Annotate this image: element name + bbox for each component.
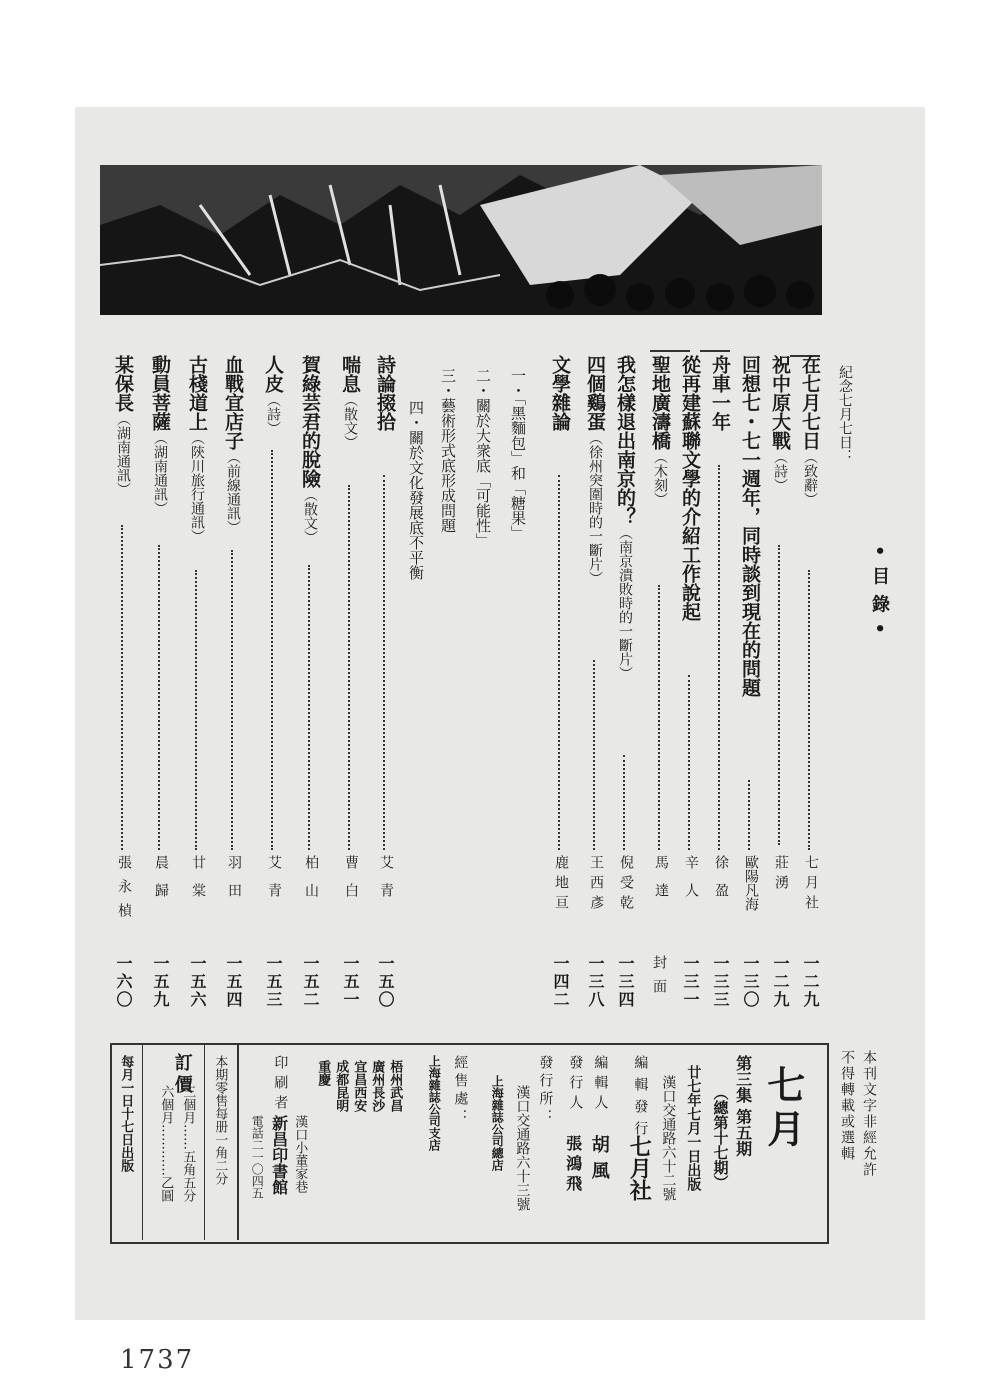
page-number: 1737 bbox=[120, 1345, 195, 1375]
entry-title: 喘息 bbox=[339, 355, 361, 393]
section-rule bbox=[700, 350, 730, 352]
editor-label: 編輯人 bbox=[592, 1055, 609, 1115]
entry-page: 一三八 bbox=[586, 955, 605, 1009]
entry-author: 莊湧 bbox=[773, 855, 789, 895]
leader-dots bbox=[623, 755, 625, 850]
entry-page: 一五六 bbox=[188, 955, 207, 1009]
entry-note: （南京潰敗時的一斷片） bbox=[617, 526, 633, 680]
entry-title: 血戰宜店子 bbox=[222, 355, 244, 450]
entry-title: 詩論掇拾 bbox=[374, 355, 396, 431]
branch-city: 重慶 bbox=[315, 1060, 331, 1086]
editor-publisher-name: 七月社 bbox=[626, 1135, 653, 1201]
memorial-label: 紀念七月七日： bbox=[837, 365, 853, 463]
subscription-3-months: 三個月……五角五分 bbox=[180, 1085, 196, 1202]
leader-dots bbox=[778, 545, 780, 845]
leader-dots bbox=[231, 550, 233, 850]
magazine-logo: 七月 bbox=[760, 1065, 806, 1153]
leader-dots bbox=[195, 570, 197, 850]
sub-entry[interactable]: 一・「黑麵包」和「糖果」 bbox=[509, 368, 527, 541]
toc-entry[interactable] bbox=[705, 355, 735, 1015]
toc-heading: •目錄• bbox=[869, 545, 890, 645]
leader-dots bbox=[658, 585, 660, 850]
entry-title: 人皮 bbox=[262, 355, 284, 393]
toc-entry[interactable] bbox=[108, 355, 138, 1015]
issue-number: 第三集 第五期 bbox=[733, 1055, 753, 1157]
entry-author: 歐陽凡海 bbox=[743, 855, 759, 911]
entry-title: 在七月七日 bbox=[799, 355, 821, 450]
sub-entry[interactable]: 三・藝術形式底形成問題 bbox=[439, 368, 457, 533]
entry-page: 一三〇 bbox=[741, 955, 760, 1009]
printer-name: 新昌印書館 bbox=[269, 1115, 289, 1195]
entry-author: 鹿地亘 bbox=[553, 855, 569, 915]
entry-note: （陝川旅行通訊） bbox=[189, 431, 205, 543]
entry-title: 我怎樣退出南京的？ bbox=[614, 355, 636, 526]
toc-entry[interactable] bbox=[675, 355, 705, 1015]
branch-city: 成都昆明 bbox=[333, 1060, 349, 1112]
publisher-name: 張鴻飛 bbox=[563, 1135, 583, 1195]
woodcut-illustration bbox=[100, 165, 822, 315]
entry-author: 馬達 bbox=[653, 855, 669, 911]
entry-title: 回想七・七一週年，同時談到現在的問題 bbox=[739, 355, 761, 697]
toc-entry[interactable] bbox=[795, 355, 825, 1015]
leader-dots bbox=[748, 780, 750, 850]
leader-dots bbox=[383, 475, 385, 850]
entry-title: 某保長 bbox=[112, 355, 134, 412]
toc-entry[interactable] bbox=[610, 355, 640, 1015]
entry-note: （湖南通訊） bbox=[152, 431, 168, 515]
entry-page: 一五二 bbox=[301, 955, 320, 1009]
printer-phone: 電話二一〇四五 bbox=[250, 1115, 265, 1199]
entry-note: （詩） bbox=[772, 450, 788, 492]
editor-name: 胡風 bbox=[588, 1135, 610, 1187]
single-price: 本期零售每册一角二分 bbox=[212, 1055, 228, 1185]
entry-note: （致辭） bbox=[802, 450, 818, 506]
entry-page: 一三三 bbox=[711, 955, 730, 1009]
colophon-divider bbox=[142, 1045, 143, 1240]
section-rule bbox=[650, 350, 690, 352]
entry-note: （木刻） bbox=[652, 450, 668, 506]
entry-author: 徐盈 bbox=[713, 855, 729, 911]
entry-page: 一五一 bbox=[341, 955, 360, 1009]
entry-page: 一三四 bbox=[616, 955, 635, 1009]
copyright-notice: 本刊文字非經允許 bbox=[861, 1050, 877, 1178]
entry-note: （詩） bbox=[265, 393, 281, 435]
entry-title: 賀綠芸君的脫險 bbox=[299, 355, 321, 488]
entry-note: （散文） bbox=[342, 393, 358, 449]
toc-entry[interactable] bbox=[182, 355, 212, 1015]
entry-author: 倪受乾 bbox=[618, 855, 634, 915]
branch-city: 宜昌西安 bbox=[351, 1060, 367, 1112]
leader-dots bbox=[158, 545, 160, 850]
editor-publisher-address: 漢口交通路六十二號 bbox=[660, 1075, 677, 1201]
entry-title: 聖地廣濤橋 bbox=[649, 355, 671, 450]
toc-entry[interactable] bbox=[645, 355, 675, 1015]
toc-entry[interactable] bbox=[335, 355, 365, 1015]
publication-date: 廿七年七月一日出版 bbox=[685, 1065, 702, 1191]
entry-page: 一二九 bbox=[771, 955, 790, 1009]
leader-dots bbox=[271, 450, 273, 850]
leader-dots bbox=[718, 465, 720, 850]
total-issue: （總第十七期） bbox=[711, 1085, 730, 1190]
entry-author: 晨歸 bbox=[153, 855, 169, 911]
entry-note: （散文） bbox=[302, 488, 318, 544]
entry-title: 四個鷄蛋 bbox=[584, 355, 606, 431]
entry-author: 辛人 bbox=[683, 855, 699, 911]
publication-schedule: 每月一日十七日出版 bbox=[118, 1055, 134, 1172]
printer-address: 漢口小董家巷 bbox=[292, 1115, 308, 1193]
entry-title: 古棧道上 bbox=[186, 355, 208, 431]
toc-entry[interactable] bbox=[580, 355, 610, 1015]
toc-entry[interactable] bbox=[295, 355, 325, 1015]
copyright-notice: 不得轉載或選輯 bbox=[839, 1050, 855, 1162]
sub-entry[interactable]: 二・關於大衆底「可能性」 bbox=[474, 368, 492, 548]
sub-entry[interactable]: 四・關於文化發展底不平衡 bbox=[407, 400, 425, 580]
publisher-label: 發行人 bbox=[567, 1055, 584, 1115]
toc-entry[interactable] bbox=[218, 355, 248, 1015]
editor-publisher-label: 編輯發行 bbox=[632, 1055, 649, 1143]
entry-note: （徐州突圍時的一斷片） bbox=[587, 431, 603, 585]
toc-entry[interactable] bbox=[545, 355, 575, 1015]
colophon-divider bbox=[204, 1045, 205, 1240]
leader-dots bbox=[593, 660, 595, 850]
leader-dots bbox=[688, 675, 690, 850]
leader-dots bbox=[558, 475, 560, 850]
toc-entry[interactable] bbox=[735, 355, 765, 1015]
entry-note: （湖南通訊） bbox=[115, 412, 131, 496]
distributor-label: 發行所： bbox=[537, 1055, 554, 1127]
printer-label: 印刷者 bbox=[272, 1055, 289, 1115]
colophon-divider bbox=[237, 1045, 239, 1240]
leader-dots bbox=[808, 570, 810, 850]
distributor-address: 漢口交通路六十三號 bbox=[514, 1085, 531, 1211]
distributor-name: 上海雜誌公司總店 bbox=[490, 1075, 505, 1171]
entry-author: 廿棠 bbox=[190, 855, 206, 911]
entry-page: 一四二 bbox=[551, 955, 570, 1009]
entry-author: 羽田 bbox=[226, 855, 242, 911]
entry-note: （前線通訊） bbox=[225, 450, 241, 534]
leader-dots bbox=[308, 565, 310, 850]
branch-city: 梧州武昌 bbox=[387, 1060, 403, 1112]
branch-city: 廣州長沙 bbox=[369, 1060, 385, 1112]
entry-title: 文學雜論 bbox=[549, 355, 571, 431]
entry-page: 一五四 bbox=[224, 955, 243, 1009]
entry-author: 七月社 bbox=[803, 855, 819, 915]
entry-page: 封面 bbox=[651, 955, 667, 1003]
entry-page: 一五九 bbox=[151, 955, 170, 1009]
sales-label: 經售處： bbox=[452, 1055, 469, 1127]
toc-entry[interactable] bbox=[258, 355, 288, 1015]
entry-page: 一三一 bbox=[681, 955, 700, 1009]
entry-page: 一二九 bbox=[801, 955, 820, 1009]
subscription-6-months: 六個月…………乙圓 bbox=[158, 1085, 174, 1202]
sales-name: 上海雜誌公司支店 bbox=[427, 1055, 442, 1151]
entry-title: 祝中原大戰 bbox=[769, 355, 791, 450]
entry-author: 艾青 bbox=[378, 855, 394, 911]
toc-entry[interactable] bbox=[370, 355, 400, 1015]
entry-page: 一五三 bbox=[264, 955, 283, 1009]
entry-author: 曹白 bbox=[343, 855, 359, 911]
entry-author: 王西彥 bbox=[588, 855, 604, 915]
toc-entry[interactable] bbox=[145, 355, 175, 1015]
entry-title: 舟車一年 bbox=[709, 355, 731, 431]
colophon-box bbox=[110, 1043, 829, 1244]
entry-author: 艾青 bbox=[266, 855, 282, 911]
entry-author: 柏山 bbox=[303, 855, 319, 911]
entry-page: 一六〇 bbox=[114, 955, 133, 1009]
toc-entry[interactable] bbox=[765, 355, 795, 1015]
subscription-label: 訂價 bbox=[171, 1053, 193, 1097]
entry-author: 張永楨 bbox=[116, 855, 132, 927]
entry-title: 動員菩薩 bbox=[149, 355, 171, 431]
leader-dots bbox=[348, 485, 350, 850]
entry-page: 一五〇 bbox=[376, 955, 395, 1009]
entry-title: 從再建蘇聯文學的介紹工作說起 bbox=[679, 355, 701, 621]
leader-dots bbox=[121, 525, 123, 850]
